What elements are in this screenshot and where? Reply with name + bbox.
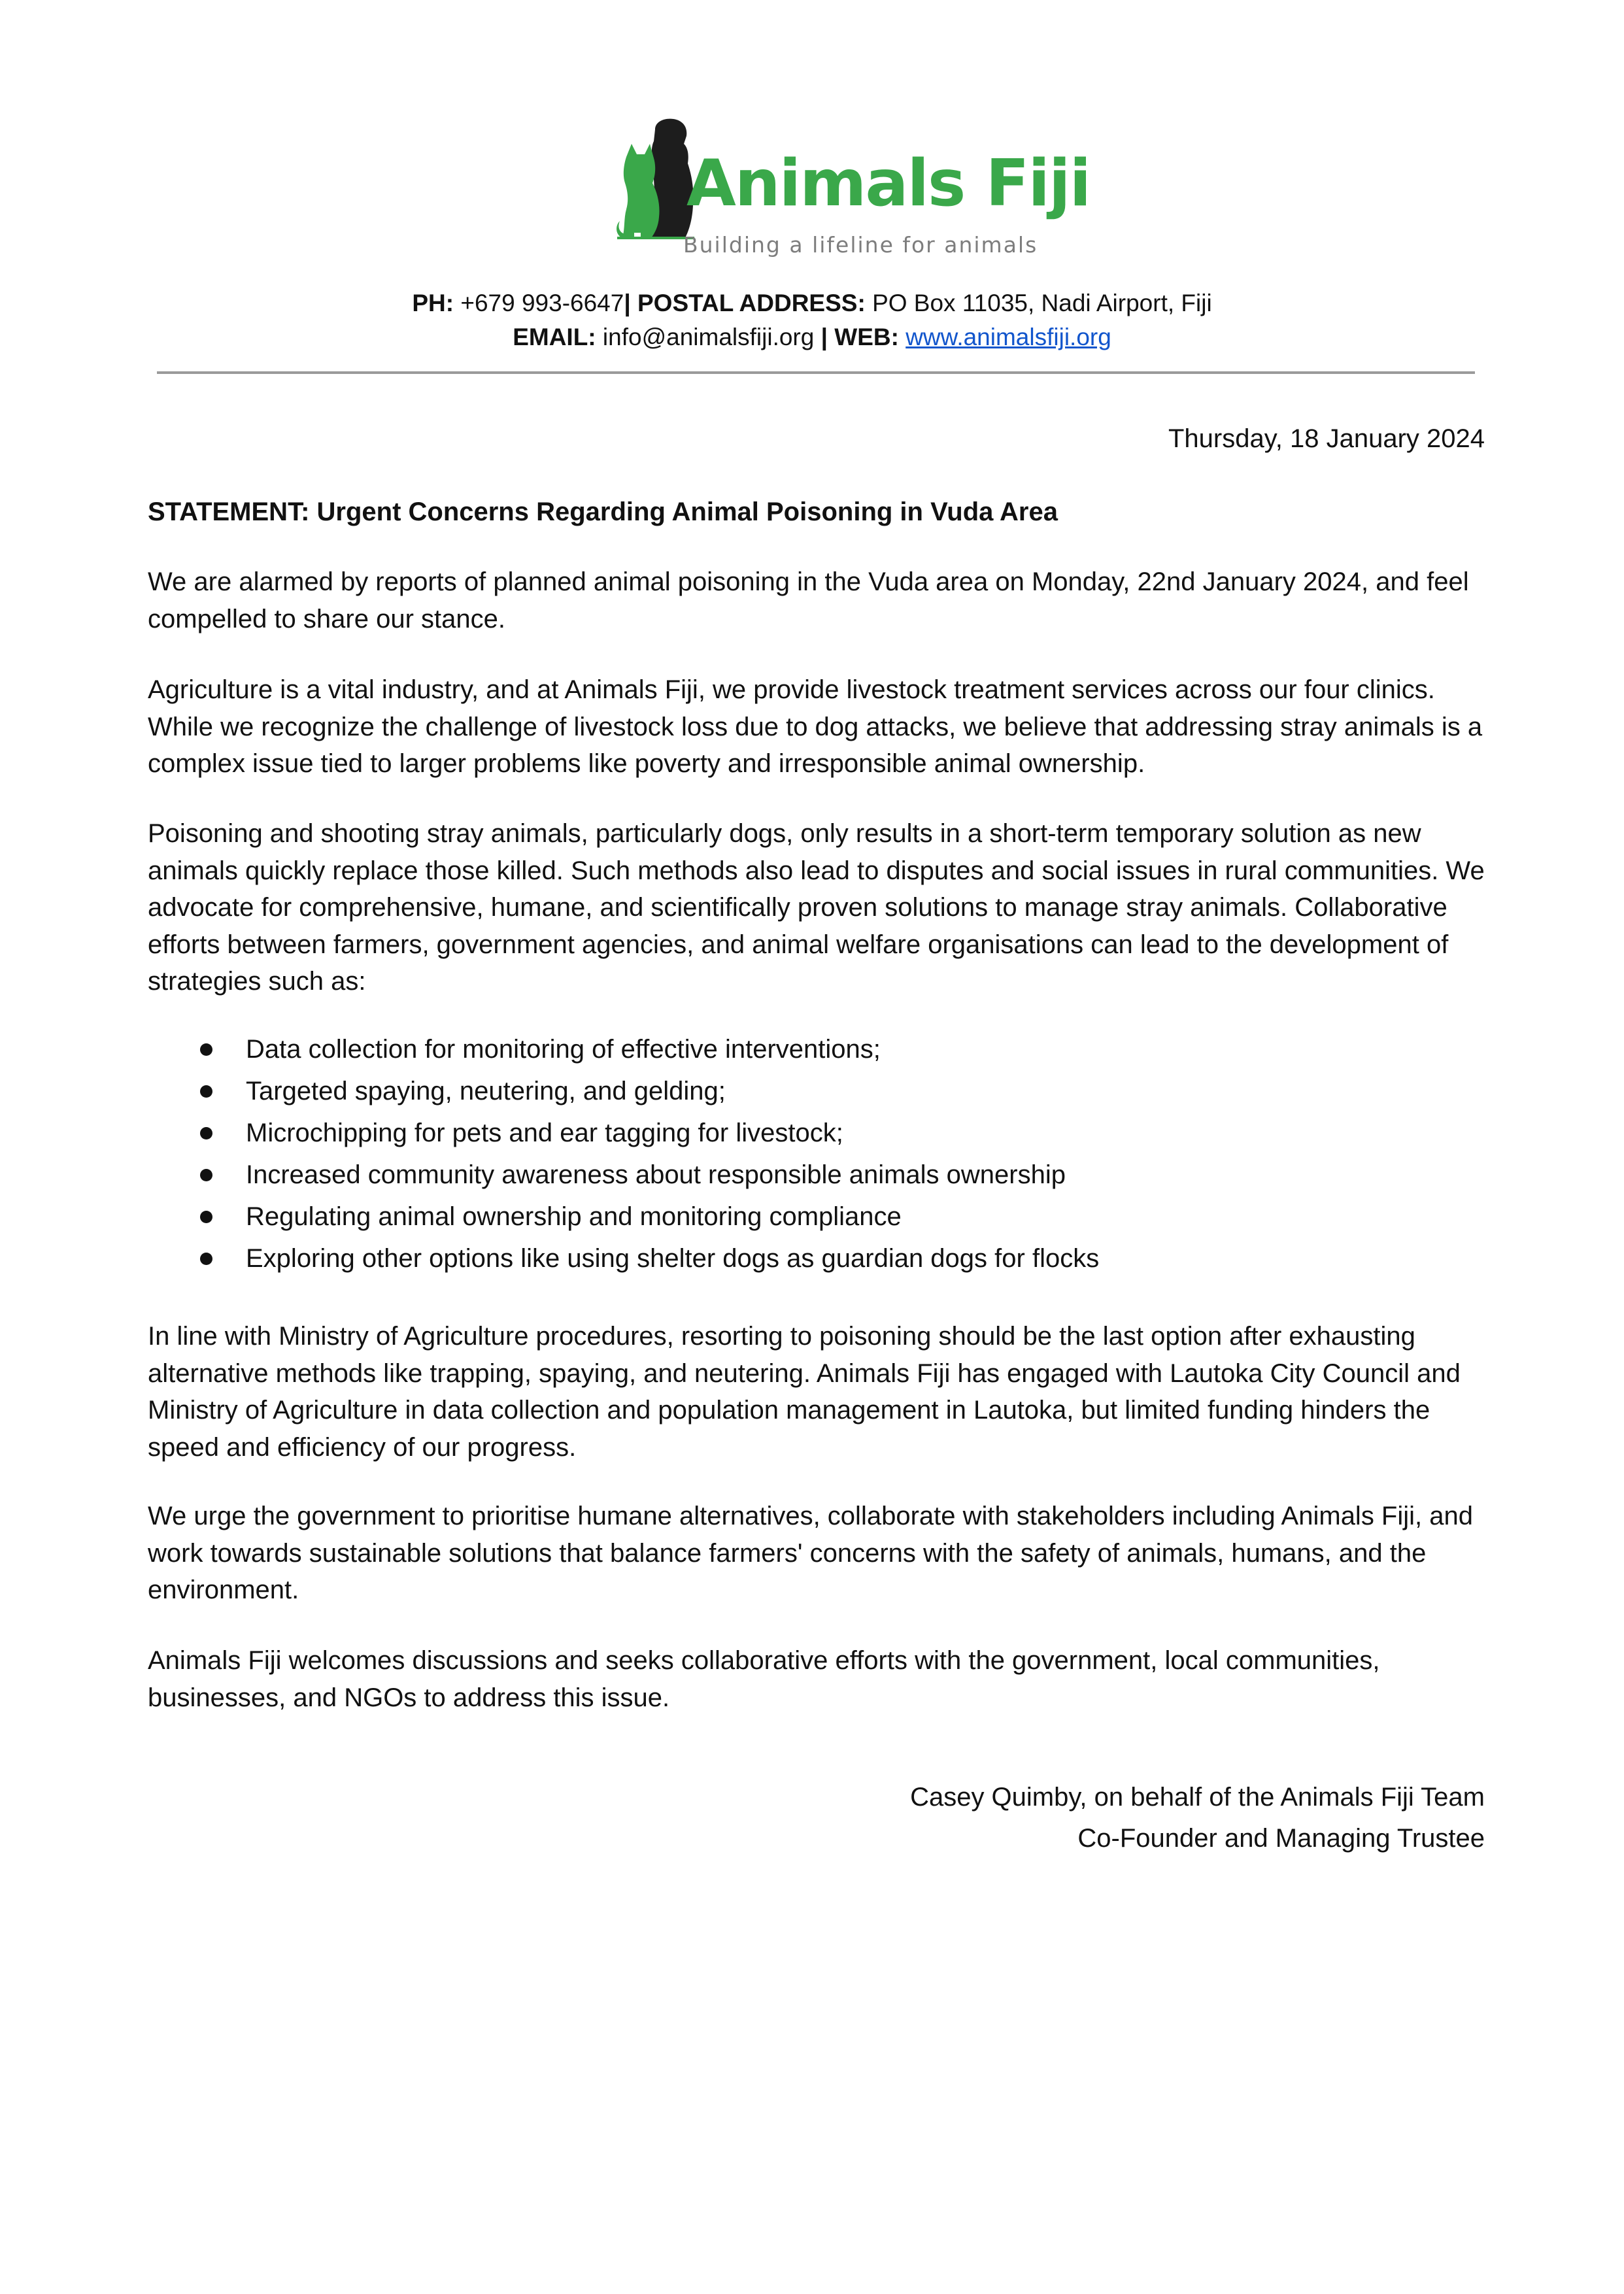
header-divider [157,371,1475,374]
web-label: WEB: [834,324,899,350]
statement-date: Thursday, 18 January 2024 [1168,424,1485,453]
email-address: info@animalsfiji.org [602,324,815,350]
postal-address: PO Box 11035, Nadi Airport, Fiji [872,290,1212,316]
list-item [148,1073,1495,1115]
list-item-text: Exploring other options like using shelter dogs as guardian dogs for flocks [246,1244,1100,1273]
list-item-text: Microchipping for pets and ear tagging for livestock; [246,1119,843,1147]
signature-role: Co-Founder and Managing Trustee [1077,1824,1485,1853]
bullet-icon [200,1211,212,1223]
postal-label: POSTAL ADDRESS: [637,290,866,316]
paragraph: Poisoning and shooting stray animals, particularly dogs, only results in a short-term temporary solution as new animals quickly replace those killed. Such methods also lead to disputes and social issues in rural communities. We advocate for comprehensive, humane, and scientifically proven solutions to manage stray animals. Collaborative efforts between farmers, government agencies, and animal welfare organisations can lead to the development of strategies such as: [148,819,1485,996]
paragraph: We urge the government to prioritise humane alternatives, collaborate with stakeholders including Animals Fiji, and work towards sustainable solutions that balance farmers' concerns with the safety of animals, humans, and the environment. [148,1502,1473,1604]
paragraph: In line with Ministry of Agriculture procedures, resorting to poisoning should be the last option after exhausting alternative methods like trapping, spaying, and neutering. Animals Fiji has engaged with Lautoka City Council and Ministry of Agriculture in data collection and population management in Lautoka, but limited funding hinders the speed and efficiency of our progress. [148,1322,1461,1462]
paragraph: Agriculture is a vital industry, and at Animals Fiji, we provide livestock treatment services across our four clinics. While we recognize the challenge of livestock loss due to dog attacks, we believe that addressing stray animals is a complex issue tied to larger problems like poverty and irresponsible animal ownership. [148,675,1483,778]
bullet-icon [200,1253,212,1265]
phone-number: +679 993-6647 [460,290,624,316]
strategies-list [148,1031,1495,1282]
list-item-text: Increased community awareness about responsible animals ownership [246,1160,1066,1189]
phone-label: PH: [412,290,454,316]
list-item-text: Data collection for monitoring of effective interventions; [246,1035,881,1064]
bullet-icon [200,1085,212,1098]
list-item [148,1156,1495,1198]
list-item-text: Targeted spaying, neutering, and gelding; [246,1077,726,1105]
paragraph: We are alarmed by reports of planned animal poisoning in the Vuda area on Monday, 22nd January 2024, and feel compelled to share our stance. [148,567,1469,633]
contact-line-email-web [0,325,1624,349]
separator: | [820,324,828,350]
paragraph: Animals Fiji welcomes discussions and seeks collaborative efforts with the government, local communities, businesses, and NGOs to address this issue. [148,1646,1380,1712]
logo-tagline: Building a lifeline for animals [683,232,1038,258]
bullet-icon [200,1043,212,1056]
list-item-text: Regulating animal ownership and monitoring compliance [246,1202,902,1231]
list-item [148,1031,1495,1073]
signature-name: Casey Quimby, on behalf of the Animals Fiji Team [910,1783,1485,1812]
list-item [148,1240,1495,1282]
animals-fiji-logo [615,111,1091,261]
list-item [148,1198,1495,1240]
website-link[interactable]: www.animalsfiji.org [905,324,1111,350]
list-item [148,1115,1495,1156]
separator: | [624,290,631,316]
email-label: EMAIL: [513,324,596,350]
logo-wordmark: Animals Fiji [686,146,1091,221]
bullet-icon [200,1127,212,1139]
contact-line-phone-postal [0,291,1624,315]
statement-title: STATEMENT: Urgent Concerns Regarding Animal Poisoning in Vuda Area [148,498,1058,526]
bullet-icon [200,1169,212,1181]
